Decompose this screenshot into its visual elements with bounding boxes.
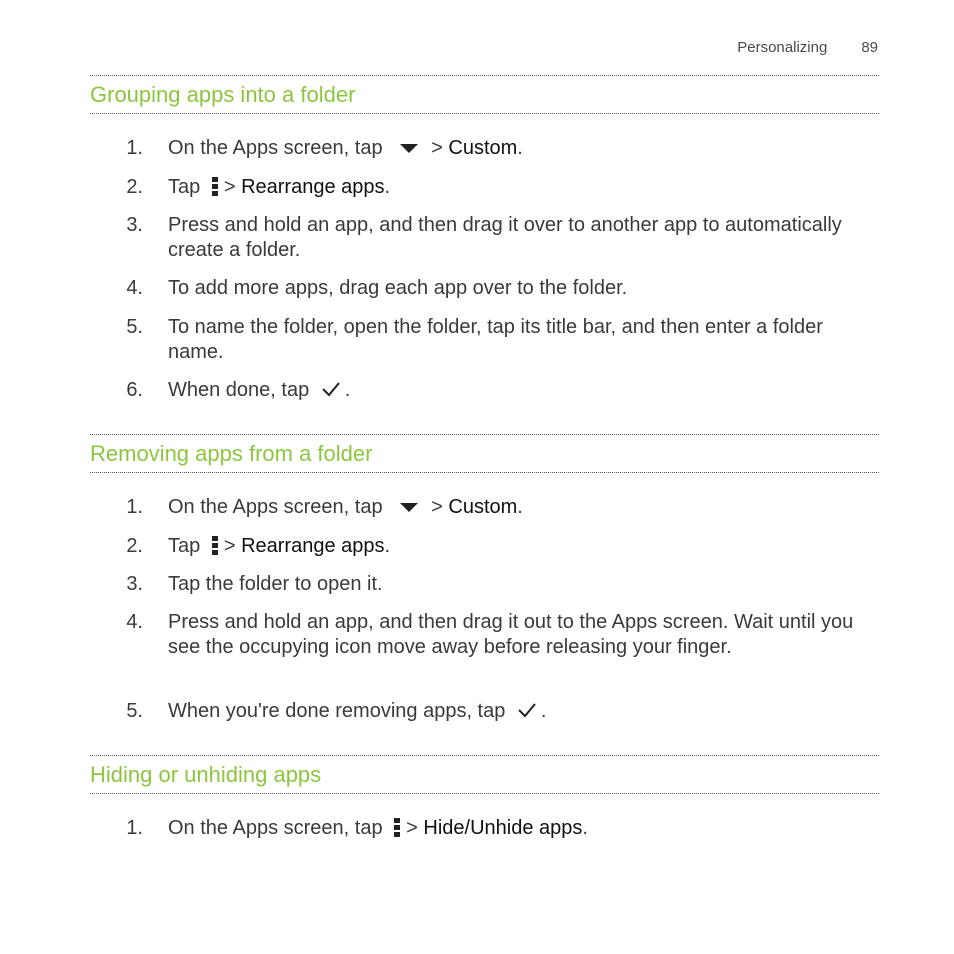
step-text: Tap	[168, 535, 206, 557]
step-text: >	[431, 137, 449, 159]
ui-label-custom: Custom	[448, 496, 518, 518]
step-text: When you're done removing apps, tap	[168, 700, 511, 722]
step-text: .	[517, 496, 523, 518]
step-text: Press and hold an app, and then drag it out to the Apps screen. Wait until you see the occupying icon move away before releasing your finger.	[168, 611, 854, 658]
step-text: >	[406, 817, 424, 839]
step-number: 6.	[126, 379, 143, 401]
step-text: >	[431, 496, 449, 518]
divider	[90, 472, 879, 473]
section-title: Grouping apps into a folder	[90, 82, 356, 107]
step-number: 3.	[126, 214, 143, 236]
step-text: .	[384, 176, 391, 198]
step-text: Press and hold an app, and then drag it over to another app to automatically create a folder.	[168, 214, 842, 261]
step-text: .	[517, 137, 523, 159]
step-number: 4.	[126, 277, 143, 299]
divider	[90, 793, 879, 794]
step-text: >	[223, 176, 242, 198]
step-text: On the Apps screen, tap	[168, 137, 389, 159]
step-number: 2.	[126, 176, 143, 198]
section-title: Removing apps from a folder	[90, 441, 373, 466]
ui-label-rearrange-apps: Rearrange apps	[241, 535, 385, 557]
step-text: .	[582, 817, 588, 839]
overflow-menu-icon	[212, 536, 218, 556]
step-text: .	[384, 535, 391, 557]
step-number: 2.	[126, 535, 143, 557]
step-text: Tap the folder to open it.	[168, 573, 383, 595]
step-text: On the Apps screen, tap	[168, 817, 389, 839]
dropdown-triangle-icon	[400, 503, 418, 512]
overflow-menu-icon	[394, 818, 400, 838]
step-text: >	[223, 535, 242, 557]
checkmark-icon	[321, 380, 341, 398]
step-number: 5.	[126, 700, 143, 722]
overflow-menu-icon	[212, 177, 218, 197]
step-number: 1.	[126, 817, 143, 839]
header-section-name: Personalizing	[737, 39, 828, 56]
step-text: .	[540, 700, 547, 722]
step-number: 5.	[126, 316, 143, 338]
section-title: Hiding or unhiding apps	[90, 762, 322, 787]
step-text: When done, tap	[168, 379, 315, 401]
step-text: Tap	[168, 176, 206, 198]
section-grouping-apps	[90, 75, 879, 114]
step-number: 1.	[126, 137, 143, 159]
step-text: On the Apps screen, tap	[168, 496, 389, 518]
section-hiding-apps	[90, 755, 879, 794]
running-header	[737, 39, 878, 56]
page-number: 89	[861, 39, 878, 56]
ui-label-hide-unhide-apps: Hide/Unhide apps	[423, 817, 583, 839]
dropdown-triangle-icon	[400, 144, 418, 153]
ui-label-custom: Custom	[448, 137, 518, 159]
step-text: To name the folder, open the folder, tap its title bar, and then enter a folder name.	[168, 316, 823, 363]
step-number: 3.	[126, 573, 143, 595]
step-text: .	[344, 379, 351, 401]
step-number: 1.	[126, 496, 143, 518]
divider	[90, 113, 879, 114]
ui-label-rearrange-apps: Rearrange apps	[241, 176, 385, 198]
step-text: To add more apps, drag each app over to the folder.	[168, 277, 628, 299]
checkmark-icon	[517, 701, 537, 719]
section-removing-apps	[90, 434, 879, 473]
step-number: 4.	[126, 611, 143, 633]
